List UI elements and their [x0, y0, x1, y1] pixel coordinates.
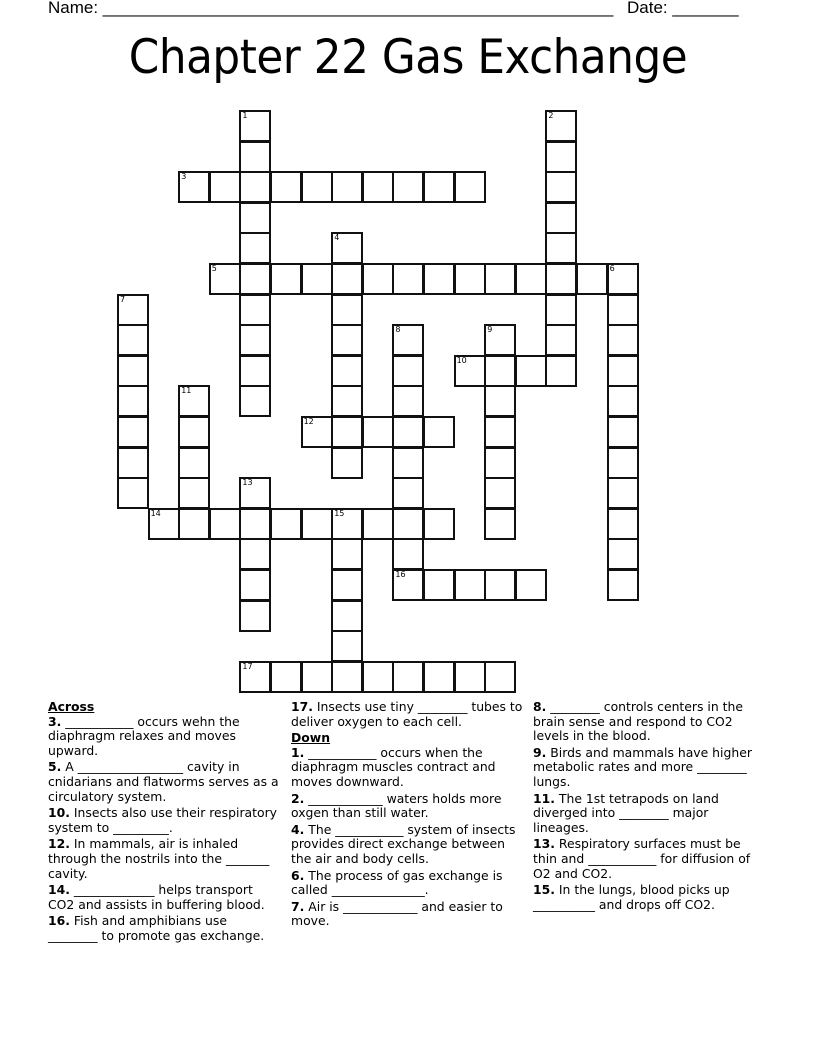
crossword-cell[interactable] — [331, 661, 363, 693]
crossword-cell[interactable] — [545, 355, 577, 387]
crossword-cell[interactable] — [331, 508, 363, 540]
clue-down-9: 9. Birds and mammals have higher metabolic rates and more ________ lungs. — [533, 744, 752, 789]
clue-number: 3 — [181, 172, 187, 182]
clue-number: 11 — [181, 386, 192, 396]
crossword-cell[interactable] — [239, 171, 271, 203]
clue-down-7: 7. Air is ____________ and easier to move. — [291, 898, 503, 929]
crossword-cell[interactable] — [270, 661, 302, 693]
crossword-cell[interactable] — [239, 661, 271, 693]
down-heading: Down — [291, 730, 331, 746]
crossword-cell[interactable] — [545, 232, 577, 264]
crossword-cell[interactable] — [362, 263, 394, 295]
crossword-cell[interactable] — [239, 110, 271, 142]
crossword-cell[interactable] — [301, 171, 333, 203]
crossword-cell[interactable] — [545, 202, 577, 234]
crossword-cell[interactable] — [239, 232, 271, 264]
crossword-cell[interactable] — [239, 141, 271, 173]
clue-down-1: 1. ___________ occurs when the diaphragm muscles contract and moves downward. — [291, 744, 496, 789]
crossword-cell[interactable] — [331, 355, 363, 387]
clues-column-3 — [533, 700, 765, 914]
clue-number: 4 — [334, 233, 340, 243]
crossword-cell[interactable] — [423, 171, 455, 203]
crossword-cell[interactable] — [423, 416, 455, 448]
crossword-cell[interactable] — [362, 416, 394, 448]
clue-across-12: 12. In mammals, air is inhaled through the nostrils into the _______ cavity. — [48, 836, 270, 881]
crossword-cell[interactable] — [484, 324, 516, 356]
name-field[interactable]: Name: ______________________________________________________ — [48, 0, 614, 17]
crossword-cell[interactable] — [484, 661, 516, 693]
crossword-cell[interactable] — [392, 538, 424, 570]
crossword-cell[interactable] — [270, 263, 302, 295]
crossword-cell[interactable] — [362, 661, 394, 693]
crossword-cell[interactable] — [484, 416, 516, 448]
crossword-cell[interactable] — [239, 324, 271, 356]
clue-number: 15 — [334, 508, 345, 518]
clue-number: 14 — [150, 508, 161, 518]
crossword-cell[interactable] — [423, 661, 455, 693]
crossword-cell[interactable] — [301, 508, 333, 540]
crossword-cell[interactable] — [607, 294, 639, 326]
crossword-cell[interactable] — [178, 508, 210, 540]
clue-number: 6 — [609, 264, 615, 273]
crossword-cell[interactable] — [484, 508, 516, 540]
clue-down-11: 11. The 1st tetrapods on land diverged into ________ major lineages. — [533, 790, 719, 835]
crossword-cell[interactable] — [239, 508, 271, 540]
crossword-cell[interactable] — [392, 355, 424, 387]
clue-down-4: 4. The ___________ system of insects provides direct exchange between the air and body cells. — [291, 821, 516, 866]
crossword-cell[interactable] — [239, 294, 271, 326]
crossword-cell[interactable] — [362, 171, 394, 203]
crossword-cell[interactable] — [607, 385, 639, 417]
crossword-cell[interactable] — [545, 324, 577, 356]
crossword-cell[interactable] — [423, 569, 455, 601]
crossword-cell[interactable] — [331, 324, 363, 356]
clue-down-8: 8. ________ controls centers in the brain sense and respond to CO2 levels in the blood. — [533, 699, 743, 744]
crossword-cell[interactable] — [607, 508, 639, 540]
clue-across-5: 5. A _________________ cavity in cnidarians and flatworms serves as a circulatory system. — [48, 759, 279, 804]
crossword-cell[interactable] — [209, 171, 241, 203]
clue-down-13: 13. Respiratory surfaces must be thin and ___________ for diffusion of O2 and CO2. — [533, 836, 751, 881]
crossword-cell[interactable] — [178, 477, 210, 509]
crossword-cell[interactable] — [270, 171, 302, 203]
crossword-cell[interactable] — [484, 385, 516, 417]
crossword-cell[interactable] — [392, 447, 424, 479]
crossword-cell[interactable] — [607, 355, 639, 387]
date-field[interactable]: Date: _______ — [627, 0, 739, 17]
clue-across-16: 16. Fish and amphibians use ________ to promote gas exchange. — [48, 913, 265, 943]
clues-column-2 — [291, 700, 523, 931]
crossword-cell[interactable] — [270, 508, 302, 540]
clue-down-2: 2. ____________ waters holds more oxgen than still water. — [291, 790, 502, 821]
crossword-cell[interactable] — [545, 294, 577, 326]
clue-across-10: 10. Insects also use their respiratory system to _________. — [48, 805, 277, 835]
crossword-cell[interactable] — [607, 538, 639, 570]
crossword-cell[interactable] — [607, 416, 639, 448]
crossword-cell[interactable] — [392, 324, 424, 356]
crossword-cell[interactable] — [117, 294, 149, 326]
crossword-cell[interactable] — [362, 508, 394, 540]
crossword-cell[interactable] — [331, 263, 363, 295]
crossword-cell[interactable] — [117, 324, 149, 356]
clue-number: 13 — [242, 478, 253, 488]
clue-number: 8 — [395, 325, 401, 335]
crossword-cell[interactable] — [331, 294, 363, 326]
crossword-cell[interactable] — [117, 355, 149, 387]
clues-column-1 — [48, 700, 280, 946]
crossword-cell[interactable] — [545, 110, 577, 142]
crossword-cell[interactable] — [484, 263, 516, 295]
crossword-cell[interactable] — [331, 232, 363, 264]
crossword-cell[interactable] — [392, 416, 424, 448]
crossword-cell[interactable] — [607, 477, 639, 509]
crossword-cell[interactable] — [454, 171, 486, 203]
crossword-cell[interactable] — [331, 538, 363, 570]
clue-number: 16 — [395, 570, 406, 579]
crossword-cell[interactable] — [484, 569, 516, 601]
crossword-cell[interactable] — [239, 600, 271, 632]
crossword-cell[interactable] — [576, 263, 608, 295]
crossword-cell[interactable] — [331, 630, 363, 662]
crossword-cell[interactable] — [454, 263, 486, 295]
crossword-cell[interactable] — [301, 661, 333, 693]
crossword-cell[interactable] — [423, 263, 455, 295]
clue-number: 7 — [120, 294, 126, 304]
crossword-cell[interactable] — [545, 141, 577, 173]
crossword-cell[interactable] — [239, 202, 271, 234]
crossword-cell[interactable] — [392, 385, 424, 417]
crossword-cell[interactable] — [484, 447, 516, 479]
crossword-cell[interactable] — [392, 508, 424, 540]
crossword-cell[interactable] — [117, 385, 149, 417]
crossword-cell[interactable] — [607, 447, 639, 479]
crossword-cell[interactable] — [148, 508, 180, 540]
crossword-cell[interactable] — [331, 569, 363, 601]
clue-across-17: 17. Insects use tiny ________ tubes to deliver oxygen to each cell. — [291, 699, 523, 729]
crossword-cell[interactable] — [239, 355, 271, 387]
crossword-cell[interactable] — [331, 385, 363, 417]
crossword-cell[interactable] — [392, 477, 424, 509]
crossword-cell[interactable] — [331, 171, 363, 203]
crossword-cell[interactable] — [454, 569, 486, 601]
crossword-cell[interactable] — [545, 263, 577, 295]
crossword-cell[interactable] — [607, 569, 639, 601]
clue-number: 5 — [211, 264, 217, 273]
crossword-cell[interactable] — [239, 538, 271, 570]
crossword-cell[interactable] — [331, 416, 363, 448]
crossword-cell[interactable] — [117, 447, 149, 479]
crossword-cell[interactable] — [515, 263, 547, 295]
crossword-cell[interactable] — [423, 508, 455, 540]
crossword-cell[interactable] — [392, 569, 424, 601]
page-title: Chapter 22 Gas Exchange — [128, 30, 688, 85]
crossword-cell[interactable] — [178, 416, 210, 448]
crossword-cell[interactable] — [392, 263, 424, 295]
crossword-cell[interactable] — [484, 355, 516, 387]
crossword-cell[interactable] — [209, 263, 241, 295]
clue-number: 17 — [242, 661, 253, 671]
crossword-cell[interactable] — [117, 416, 149, 448]
crossword-cell[interactable] — [239, 569, 271, 601]
crossword-cell[interactable] — [331, 600, 363, 632]
crossword-cell[interactable] — [178, 447, 210, 479]
crossword-cell[interactable] — [454, 661, 486, 693]
clue-number: 12 — [303, 417, 314, 426]
crossword-cell[interactable] — [178, 171, 210, 203]
crossword-cell[interactable] — [454, 355, 486, 387]
crossword-cell[interactable] — [392, 661, 424, 693]
clue-down-15: 15. In the lungs, blood picks up __________ and drops off CO2. — [533, 882, 730, 912]
crossword-cell[interactable] — [331, 447, 363, 479]
crossword-cell[interactable] — [239, 385, 271, 417]
crossword-cell[interactable] — [239, 477, 271, 509]
crossword-cell[interactable] — [607, 263, 639, 295]
clue-across-14: 14. _____________ helps transport CO2 and assists in buffering blood. — [48, 882, 265, 912]
crossword-cell[interactable] — [515, 355, 547, 387]
clue-across-3: 3. ___________ occurs wehn the diaphragm relaxes and moves upward. — [48, 713, 240, 758]
clue-number: 10 — [456, 355, 467, 365]
crossword-cell[interactable] — [392, 171, 424, 203]
crossword-cell[interactable] — [607, 324, 639, 356]
clue-number: 9 — [487, 325, 493, 335]
crossword-cell[interactable] — [178, 385, 210, 417]
clue-down-6: 6. The process of gas exchange is called _______________. — [291, 867, 503, 898]
clue-number: 2 — [548, 111, 554, 120]
crossword-cell[interactable] — [301, 416, 333, 448]
crossword-cell[interactable] — [239, 263, 271, 295]
crossword-cell[interactable] — [484, 477, 516, 509]
crossword-cell[interactable] — [545, 171, 577, 203]
crossword-cell[interactable] — [301, 263, 333, 295]
crossword-cell[interactable] — [209, 508, 241, 540]
crossword-cell[interactable] — [515, 569, 547, 601]
clue-number: 1 — [242, 111, 248, 120]
across-heading: Across — [48, 699, 95, 714]
crossword-cell[interactable] — [117, 477, 149, 509]
